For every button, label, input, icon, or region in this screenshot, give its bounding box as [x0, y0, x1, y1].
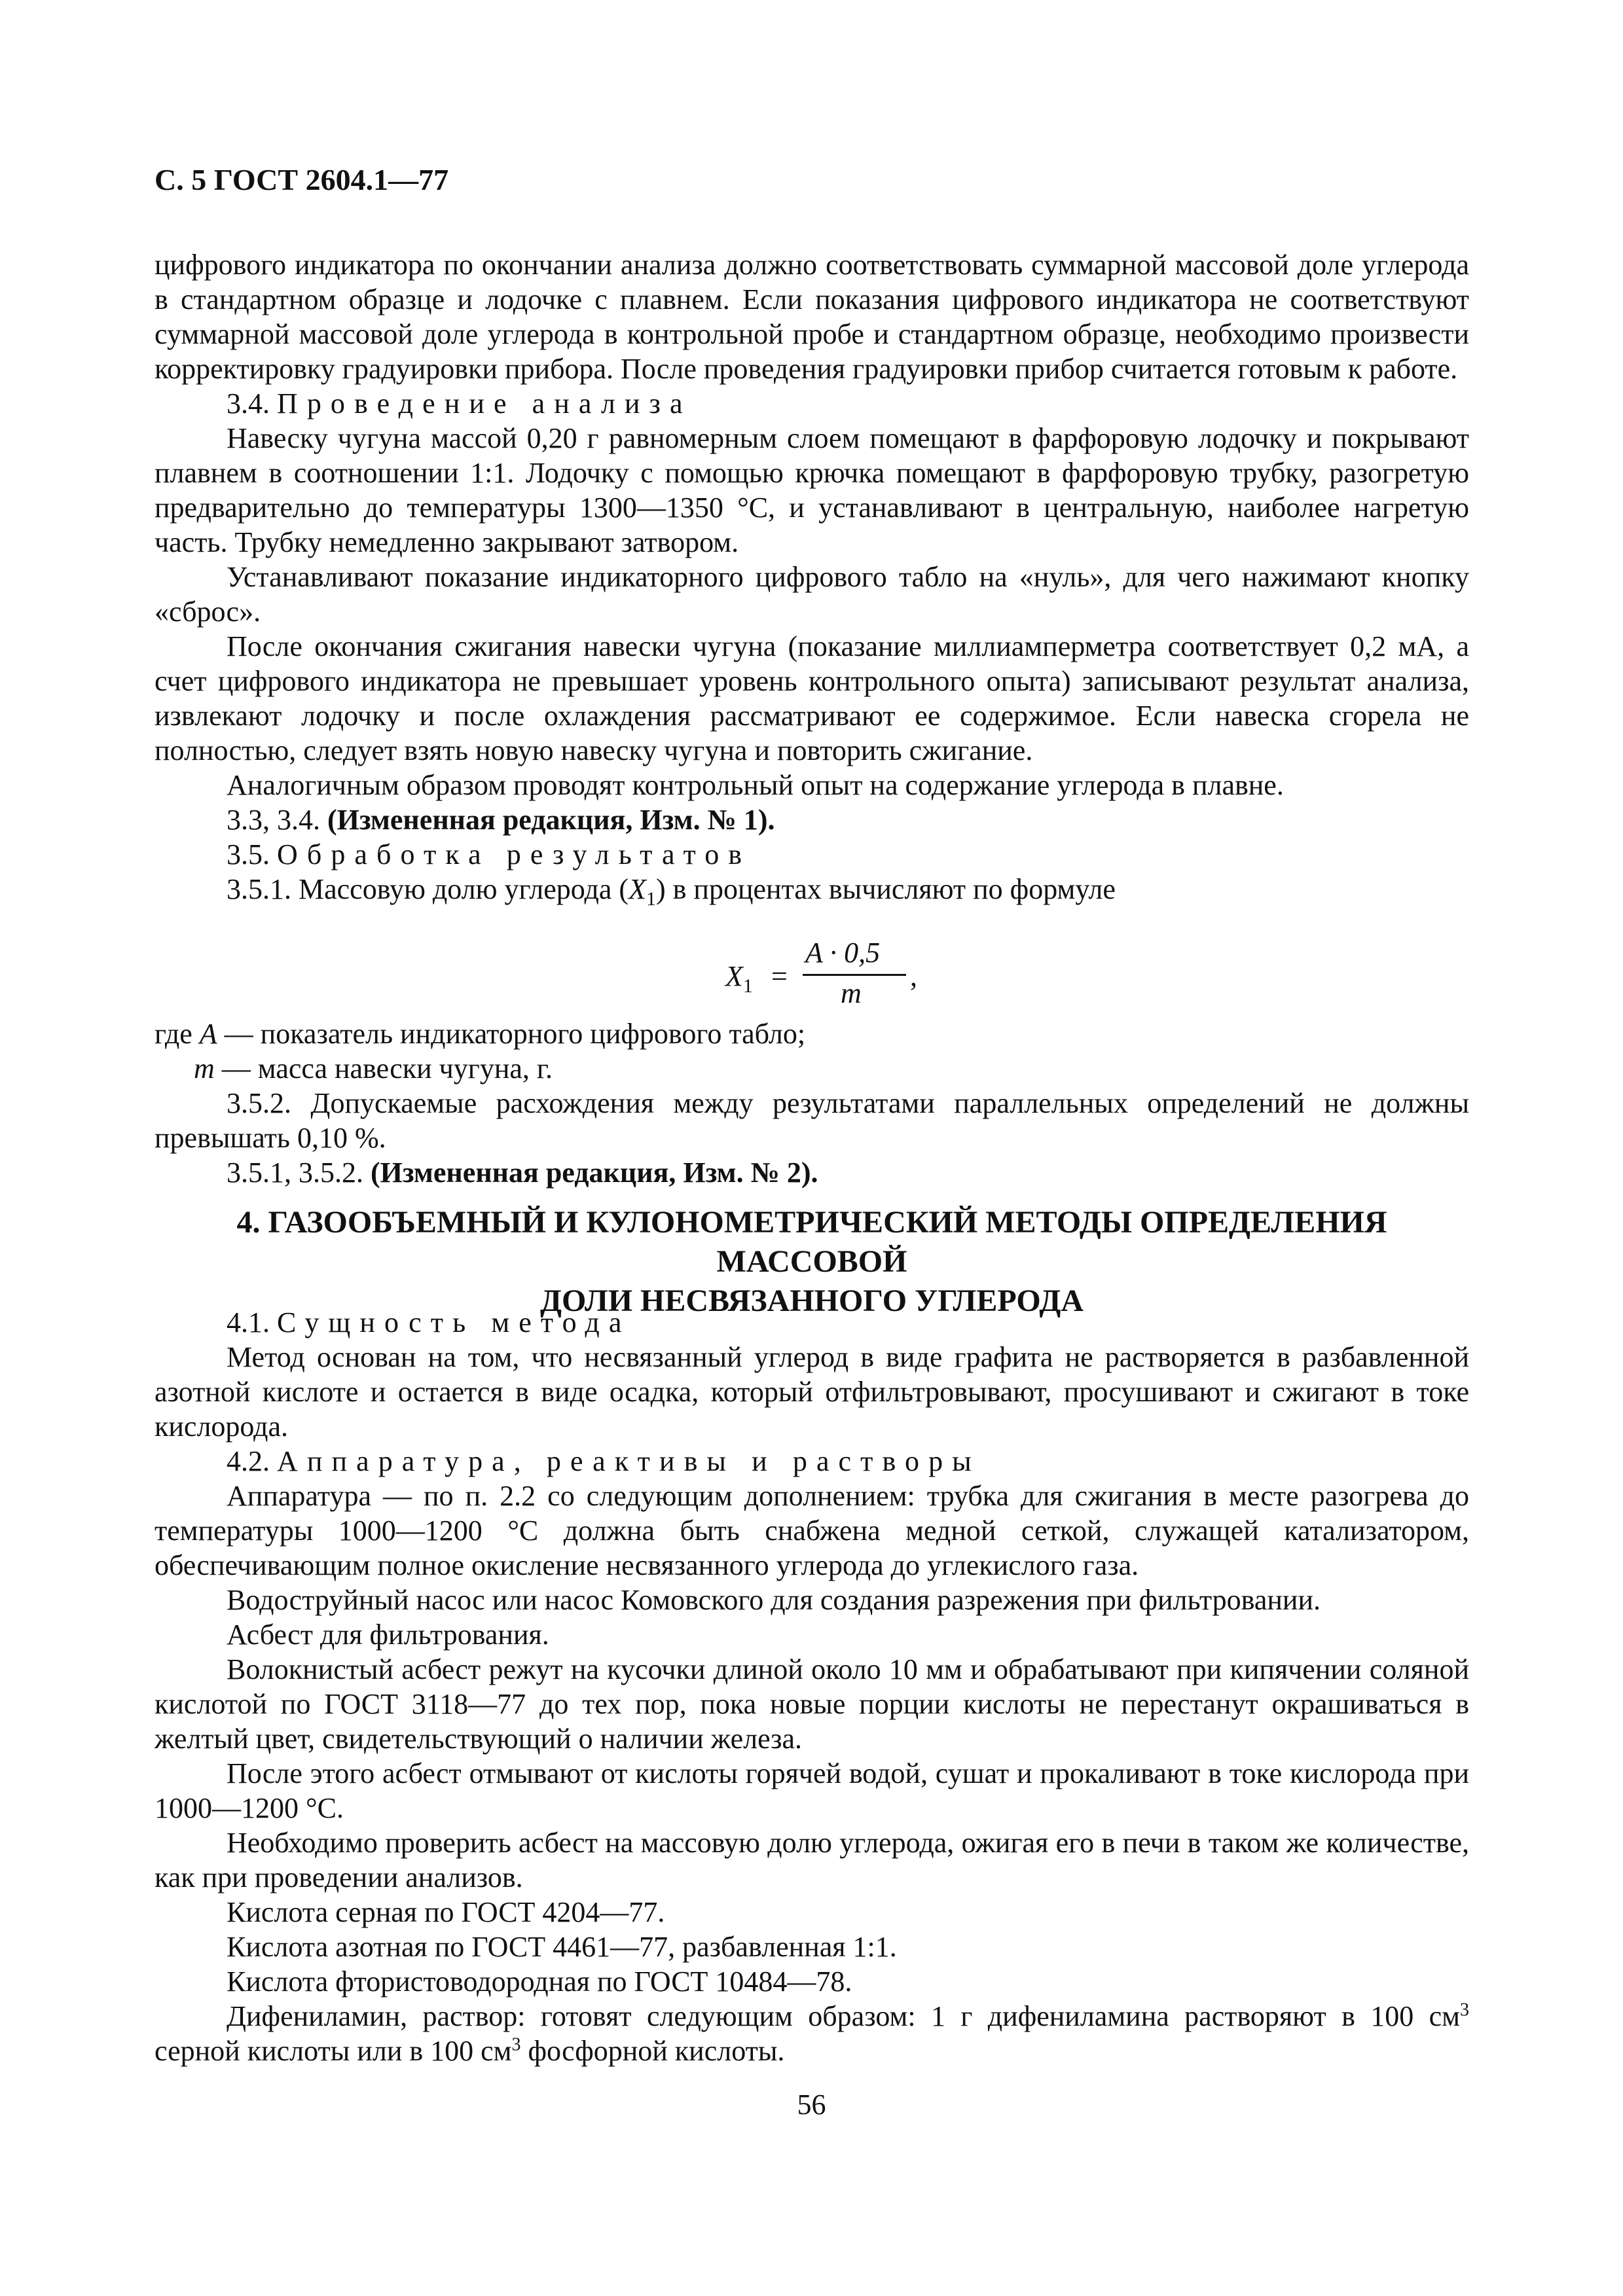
amendment-text: (Измененная редакция, Изм. № 1). [327, 804, 775, 836]
paragraph: Аналогичным образом проводят контрольный опыт на содержание углерода в плавне. [227, 769, 1284, 801]
formula-equals: = [771, 960, 788, 992]
paragraph: Волокнистый асбест режут на кусочки длиной около 10 мм и обрабатывают при кипячении соляной кислотой по ГОСТ 3118—77 до тех пор, пока новые порции кислоты не перестанут окрашиваться в желтый цвет, свидетельствующий о наличии железа. [155, 1653, 1469, 1755]
formula-denominator: m [841, 977, 862, 1009]
subsection-number: 4.1. [227, 1306, 270, 1338]
amendment-prefix: 3.3, 3.4. [227, 804, 320, 836]
subsection-number: 4.2. [227, 1445, 270, 1477]
paragraph: Водоструйный насос или насос Комовского для создания разрежения при фильтровании. [227, 1584, 1321, 1616]
page-header: С. 5 ГОСТ 2604.1—77 [155, 163, 449, 196]
formula [725, 936, 922, 1014]
subsection-title: Обработка результатов [277, 838, 752, 870]
page-number: 56 [797, 2089, 826, 2121]
paragraph: Метод основан на том, что несвязанный углерод в виде графита не растворяется в разбавленной азотной кислоте и остается в виде осадка, который отфильтровывают, просушивают и сжигают в токе кислорода. [155, 1341, 1469, 1443]
paragraph: 3.5.2. Допускаемые расхождения между результатами параллельных определений не должны превышать 0,10 %. [155, 1087, 1469, 1154]
paragraph: Необходимо проверить асбест на массовую долю углерода, ожигая его в печи в таком же количестве, как при проведении анализов. [155, 1827, 1469, 1893]
amendment-text: (Измененная редакция, Изм. № 2). [371, 1157, 818, 1189]
subsection-title: Сущность метода [277, 1306, 631, 1338]
where-line: где A — показатель индикаторного цифрового табло; [155, 1018, 806, 1050]
body-middle [155, 1016, 1469, 1190]
subsection-heading-3-4 [155, 386, 1469, 421]
paragraph-continuation: цифрового индикатора по окончании анализа должно соответствовать суммарной массовой доле углерода в стандартном образце и лодочке с плавнем. Если показания цифрового индикатора не соответствуют суммарной массовой доле углерода в контрольной пробе и стандартном образце, необходимо произвести корректировку градуировки прибора. После проведения градуировки прибор считается готовым к работе. [155, 249, 1469, 385]
paragraph: После этого асбест отмывают от кислоты горячей водой, сушат и прокаливают в токе кислорода при 1000—1200 °С. [155, 1757, 1469, 1824]
paragraph: Кислота серная по ГОСТ 4204—77. [227, 1896, 665, 1928]
subsection-title: Аппаратура, реактивы и растворы [277, 1445, 981, 1477]
fraction-bar [803, 974, 906, 976]
section-4-title [155, 1203, 1469, 1321]
paragraph: Кислота азотная по ГОСТ 4461—77, разбавленная 1:1. [227, 1931, 897, 1963]
paragraph: Кислота фтористоводородная по ГОСТ 10484—78. [227, 1965, 852, 1998]
paragraph: Устанавливают показание индикаторного цифрового табло на «нуль», для чего нажимают кнопку «сброс». [155, 561, 1469, 628]
subsection-title: Проведение анализа [277, 387, 692, 420]
amendment-note [155, 1155, 1469, 1190]
formula-comma: , [910, 960, 917, 992]
section-title-line: ДОЛИ НЕСВЯЗАННОГО УГЛЕРОДА [539, 1283, 1084, 1318]
subsection-heading-3-5 [155, 837, 1469, 872]
subsection-heading-4-2 [155, 1444, 1469, 1479]
subsection-heading-4-1 [155, 1305, 1469, 1340]
subsection-number: 3.5. [227, 838, 270, 870]
formula-lhs: $X_1$ [725, 960, 753, 997]
body-lower [155, 1305, 1469, 2068]
paragraph: Дифениламин, раствор: готовят следующим образом: 1 г дифениламина растворяют в 100 $см^3$ серной кислоты или в 100 $см^3$ фосфорной кислоты. [155, 2000, 1469, 2067]
subsection-number: 3.4. [227, 387, 270, 420]
paragraph: Асбест для фильтрования. [227, 1619, 549, 1651]
section-title-line: 4. ГАЗООБЪЕМНЫЙ И КУЛОНОМЕТРИЧЕСКИЙ МЕТОДЫ ОПРЕДЕЛЕНИЯ МАССОВОЙ [236, 1205, 1387, 1279]
paragraph: После окончания сжигания навески чугуна (показание миллиамперметра соответствует 0,2 мА, а счет цифрового индикатора не превышает уровень контрольного опыта) записывают результат анализа, извлекают лодочку и после охлаждения рассматривают ее содержимое. Если навеска сгорела не полностью, следует взять новую навеску чугуна и повторить сжигание. [155, 630, 1469, 766]
amendment-prefix: 3.5.1, 3.5.2. [227, 1157, 363, 1189]
formula-numerator: A · 0,5 [805, 937, 881, 969]
paragraph-formula-intro: 3.5.1. Массовую долю углерода $(X_1)$ в процентах вычисляют по формуле [227, 873, 1116, 910]
amendment-note [155, 802, 1469, 837]
paragraph: Аппаратура — по п. 2.2 со следующим дополнением: трубка для сжигания в месте разогрева до температуры 1000—1200 °С должна быть снабжена медной сеткой, служащей катализатором, обеспечивающим полное окисление несвязанного углерода до углекислого газа. [155, 1480, 1469, 1581]
where-line: m — масса навески чугуна, г. [194, 1052, 553, 1085]
body-upper [155, 247, 1469, 916]
paragraph: Навеску чугуна массой 0,20 г равномерным слоем помещают в фарфоровую лодочку и покрывают плавнем в соотношении 1:1. Лодочку с помощью крючка помещают в фарфоровую трубку, разогретую предварительно до температуры 1300—1350 °С, и устанавливают в центральную, наиболее нагретую часть. Трубку немедленно закрывают затвором. [155, 422, 1469, 558]
